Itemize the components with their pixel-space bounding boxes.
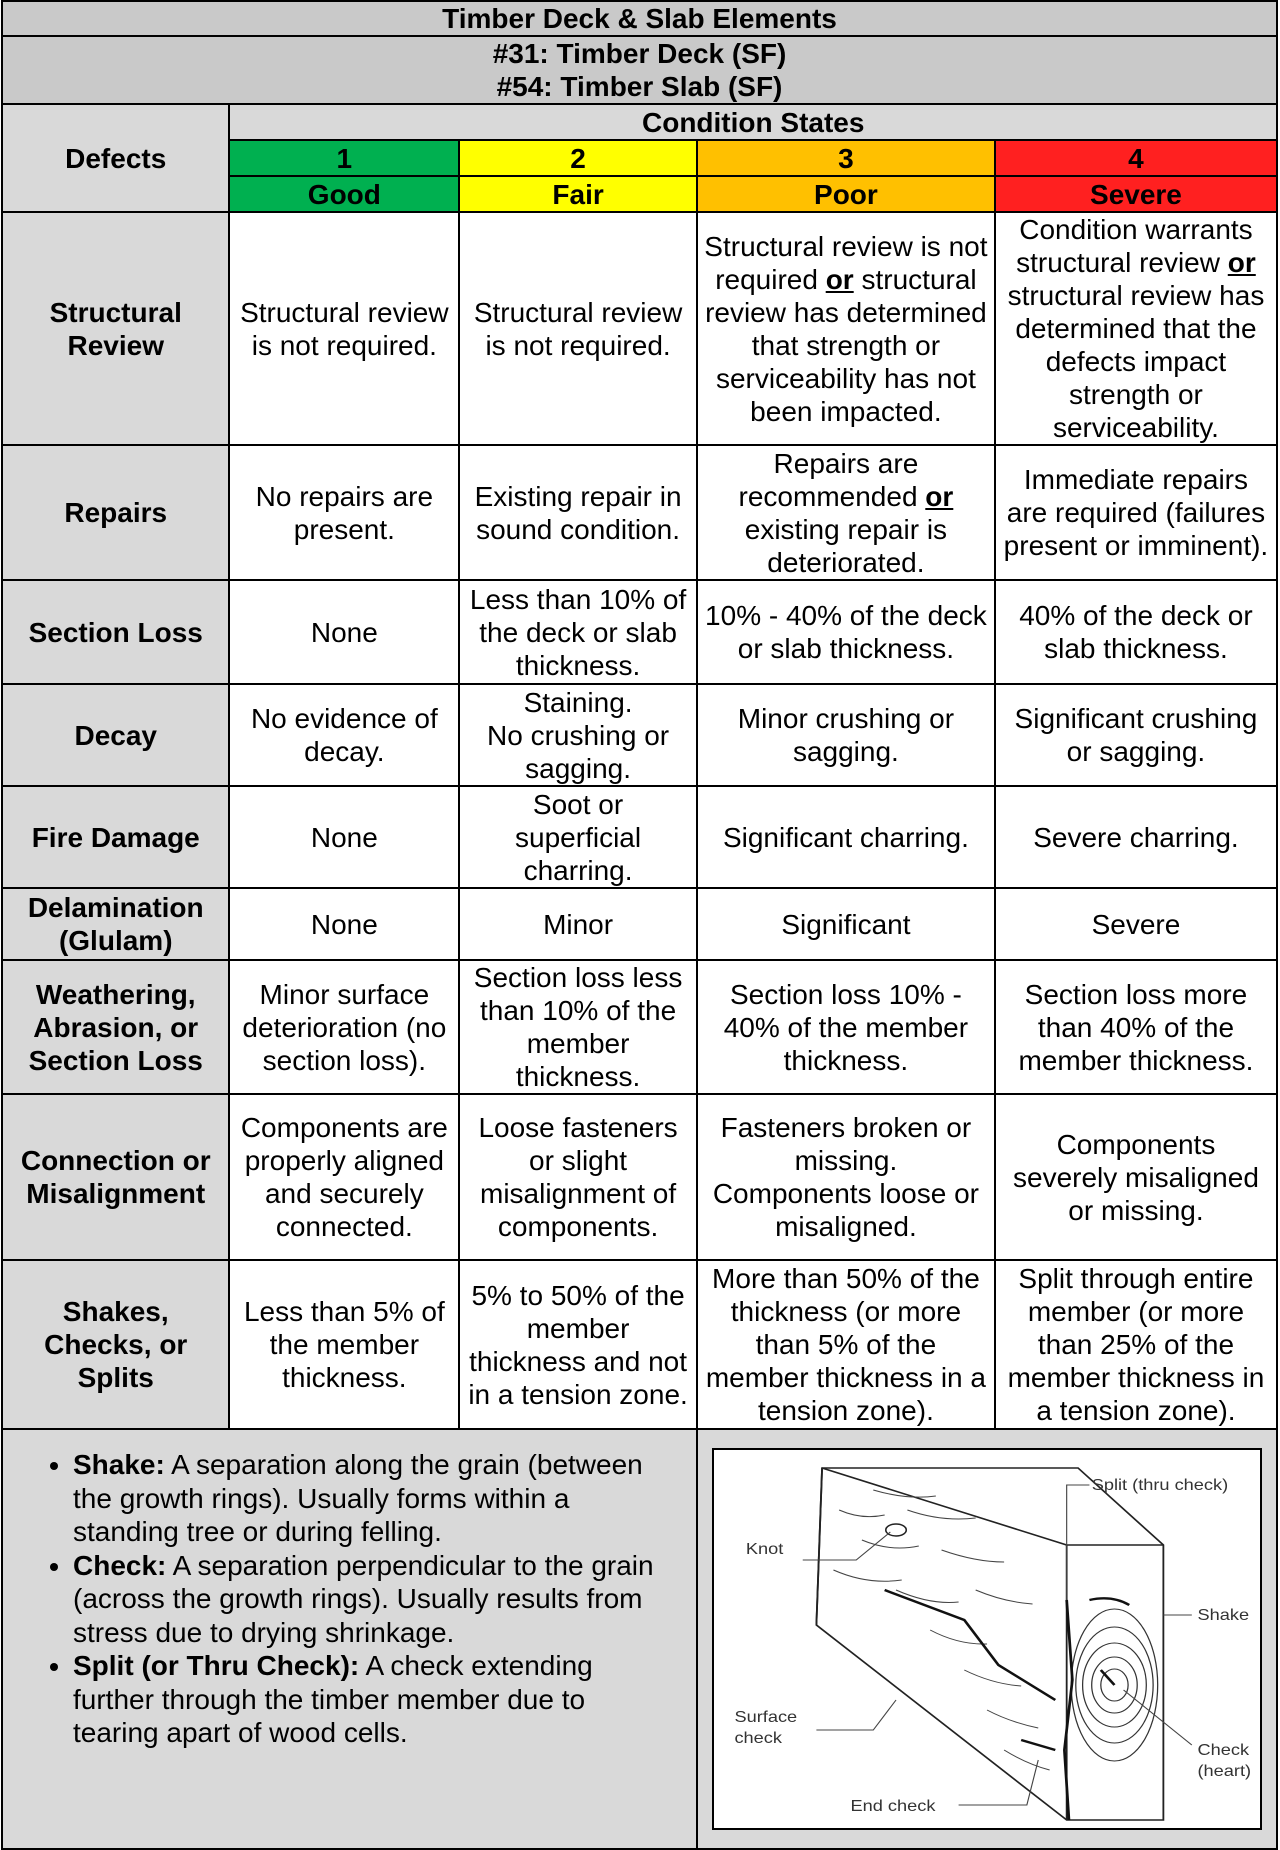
table-row: [2, 1094, 1277, 1260]
definitions-panel: [2, 1429, 697, 1849]
surface-check-label-1: Surface: [734, 1707, 798, 1726]
cell-cs2: Less than 10% of the deck or slab thickness.: [459, 580, 697, 684]
check-heart-label-2: (heart): [1197, 1761, 1252, 1780]
cell-cs2: Existing repair in sound condition.: [459, 445, 697, 580]
cell-cs1: No evidence of decay.: [229, 684, 459, 786]
knot-label: Knot: [745, 1539, 784, 1558]
cell-cs3: 10% - 40% of the deck or slab thickness.: [697, 580, 995, 684]
end-check-label: End check: [850, 1796, 936, 1815]
element-line-1: #31: Timber Deck (SF): [492, 38, 787, 69]
defects-header: Defects: [2, 104, 229, 212]
cell-cs4: 40% of the deck or slab thickness.: [995, 580, 1277, 684]
table-row: [2, 1260, 1277, 1429]
definitions-list: [3, 1430, 696, 1768]
cs2-name: Fair: [459, 176, 697, 212]
cell-cs1: None: [229, 580, 459, 684]
cell-cs4: Section loss more than 40% of the member thickness.: [995, 960, 1277, 1094]
cs4-name: Severe: [995, 176, 1277, 212]
figure-panel: [697, 1429, 1277, 1849]
cell-cs4: Components severely misaligned or missing.: [995, 1094, 1277, 1260]
cell-cs2: Structural review is not required.: [459, 212, 697, 445]
table-row: [2, 960, 1277, 1094]
list-item: • Check: A separation perpendicular to the grain (across the growth rings). Usually results from stress due to drying shrinkage.: [73, 1549, 676, 1650]
element-names: [2, 36, 1277, 104]
cell-cs3: Minor crushing or sagging.: [697, 684, 995, 786]
cell-cs4: Significant crushing or sagging.: [995, 684, 1277, 786]
timber-defects-figure: [712, 1448, 1262, 1830]
surface-check-label-2: check: [734, 1728, 782, 1747]
cell-cs4: Immediate repairs are required (failures present or imminent).: [995, 445, 1277, 580]
row-header: Weathering, Abrasion, or Section Loss: [2, 960, 229, 1094]
list-item: • Split (or Thru Check): A check extending further through the timber member due to tearing apart of wood cells.: [73, 1649, 676, 1750]
split-label: Split (thru check): [1091, 1475, 1229, 1494]
table-row: [2, 445, 1277, 580]
cell-cs4: Condition warrants structural review or structural review has determined that the defects impact strength or serviceability.: [995, 212, 1277, 445]
cell-cs1: None: [229, 888, 459, 960]
cell-cs2: Soot or superficial charring.: [459, 786, 697, 888]
cell-cs2: 5% to 50% of the member thickness and not in a tension zone.: [459, 1260, 697, 1429]
row-header: Connection or Misalignment: [2, 1094, 229, 1260]
condition-state-table: [1, 0, 1278, 1850]
cell-cs3: Repairs are recommended or existing repair is deteriorated.: [697, 445, 995, 580]
cs1-number: 1: [229, 140, 459, 176]
cell-cs4: Severe: [995, 888, 1277, 960]
cell-cs2: Section loss less than 10% of the member thickness.: [459, 960, 697, 1094]
table-row: [2, 580, 1277, 684]
cell-cs4: Split through entire member (or more than 25% of the member thickness in a tension zone).: [995, 1260, 1277, 1429]
cell-cs2: Loose fasteners or slight misalignment of components.: [459, 1094, 697, 1260]
cs2-number: 2: [459, 140, 697, 176]
table-title: Timber Deck & Slab Elements: [2, 1, 1277, 36]
cell-cs3: Fasteners broken or missing. Components loose or misaligned.: [697, 1094, 995, 1260]
cell-cs3: Significant: [697, 888, 995, 960]
cell-cs3: Significant charring.: [697, 786, 995, 888]
cs3-name: Poor: [697, 176, 995, 212]
row-header: Shakes, Checks, or Splits: [2, 1260, 229, 1429]
cell-cs1: Less than 5% of the member thickness.: [229, 1260, 459, 1429]
cs4-number: 4: [995, 140, 1277, 176]
cell-cs1: No repairs are present.: [229, 445, 459, 580]
table-row: [2, 212, 1277, 445]
row-header: Repairs: [2, 445, 229, 580]
row-header: Fire Damage: [2, 786, 229, 888]
cell-cs3: Structural review is not required or structural review has determined that strength or serviceability has not been impacted.: [697, 212, 995, 445]
cell-cs1: Minor surface deterioration (no section loss).: [229, 960, 459, 1094]
cell-cs1: Structural review is not required.: [229, 212, 459, 445]
cell-cs4: Severe charring.: [995, 786, 1277, 888]
cell-cs3: Section loss 10% - 40% of the member thickness.: [697, 960, 995, 1094]
row-header: Delamination (Glulam): [2, 888, 229, 960]
check-heart-label-1: Check: [1197, 1740, 1249, 1759]
cell-cs1: Components are properly aligned and securely connected.: [229, 1094, 459, 1260]
condition-states-header: Condition States: [229, 104, 1277, 140]
element-line-2: #54: Timber Slab (SF): [496, 71, 783, 102]
cell-cs2: Minor: [459, 888, 697, 960]
table-row: [2, 888, 1277, 960]
cs3-number: 3: [697, 140, 995, 176]
list-item: • Shake: A separation along the grain (between the growth rings). Usually forms within a standing tree or during felling.: [73, 1448, 676, 1549]
table-row: [2, 684, 1277, 786]
cs1-name: Good: [229, 176, 459, 212]
row-header: Structural Review: [2, 212, 229, 445]
row-header: Decay: [2, 684, 229, 786]
cell-cs1: None: [229, 786, 459, 888]
row-header: Section Loss: [2, 580, 229, 684]
cell-cs2: Staining. No crushing or sagging.: [459, 684, 697, 786]
timber-member-diagram: [714, 1450, 1260, 1828]
table-row: [2, 786, 1277, 888]
cell-cs3: More than 50% of the thickness (or more than 5% of the member thickness in a tension zone).: [697, 1260, 995, 1429]
shake-label: Shake: [1197, 1605, 1250, 1624]
